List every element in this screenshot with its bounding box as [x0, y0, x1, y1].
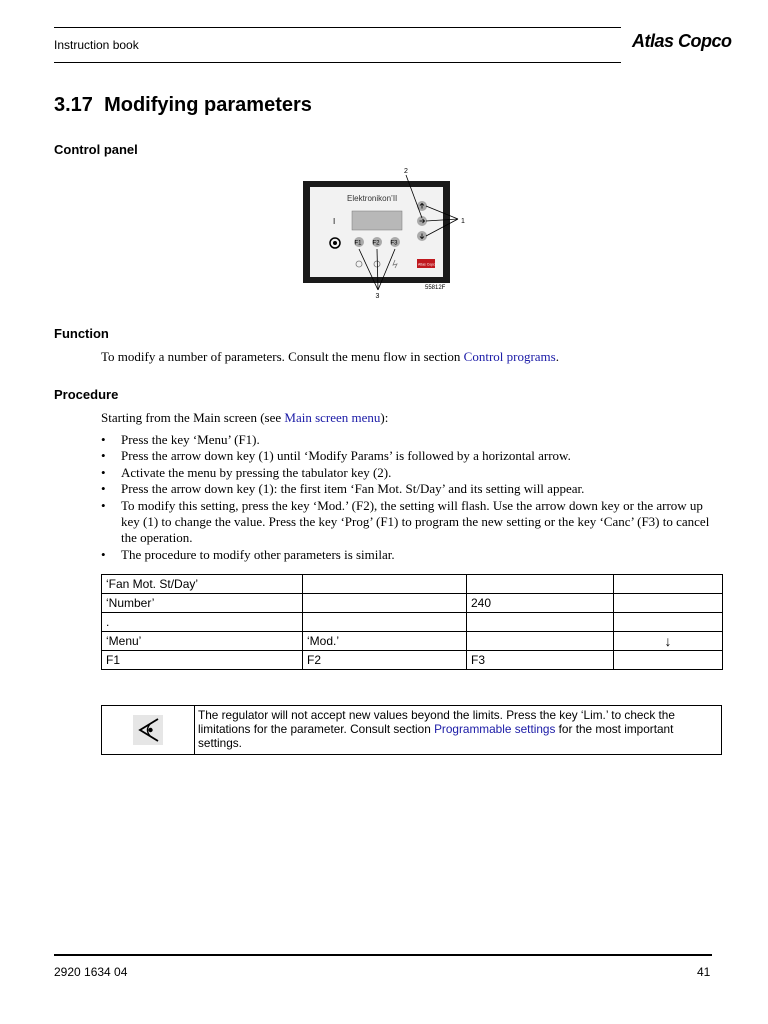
eye-note-icon — [133, 715, 163, 745]
header-rule-top — [54, 27, 621, 28]
table-row — [102, 575, 723, 594]
table-cell — [614, 651, 723, 670]
procedure-step: • Press the arrow down key (1) until ‘Modify Params’ is followed by a horizontal arrow. — [100, 448, 710, 464]
table-row — [102, 594, 723, 613]
footer-rule — [54, 954, 712, 956]
note-icon-cell — [102, 706, 195, 754]
svg-text:F3: F3 — [390, 240, 398, 247]
header-rule-bottom — [54, 62, 621, 63]
main-screen-menu-link[interactable]: Main screen menu — [284, 410, 381, 425]
function-keys — [354, 237, 400, 247]
page-title — [54, 94, 312, 117]
svg-text:Atlas Copco: Atlas Copco — [418, 262, 437, 267]
control-panel-heading: Control panel — [54, 142, 138, 157]
table-cell: F3 — [467, 651, 614, 670]
table-cell — [614, 594, 723, 613]
arrow-keys — [417, 201, 427, 241]
table-cell — [467, 613, 614, 632]
table-cell — [614, 613, 723, 632]
page-number: 41 — [697, 965, 711, 979]
table-cell — [467, 575, 614, 594]
procedure-step: • The procedure to modify other parameters is similar. — [100, 547, 710, 563]
table-row — [102, 651, 723, 670]
table-row — [102, 632, 723, 651]
table-cell — [303, 613, 467, 632]
control-panel-figure — [300, 164, 470, 304]
header-title: Instruction book — [54, 38, 139, 52]
note-box — [101, 705, 722, 755]
table-cell — [467, 632, 614, 651]
procedure-steps — [100, 432, 710, 563]
table-cell — [303, 594, 467, 613]
svg-text:I: I — [333, 217, 336, 226]
table-cell: ‘Menu’ — [102, 632, 303, 651]
function-text: To modify a number of parameters. Consult the menu flow in section Control programs. — [101, 349, 559, 364]
table-cell: F2 — [303, 651, 467, 670]
callout-1: 1 — [461, 218, 465, 225]
panel-brand: Elektronikon’II — [347, 194, 398, 203]
display-table — [101, 574, 723, 670]
callout-2: 2 — [404, 168, 408, 175]
table-cell — [614, 575, 723, 594]
table-cell: . — [102, 613, 303, 632]
procedure-step: • Press the arrow down key (1): the first item ‘Fan Mot. St/Day’ and its setting will appear. — [100, 481, 710, 497]
svg-text:F2: F2 — [372, 240, 380, 247]
table-cell: F1 — [102, 651, 303, 670]
control-programs-link[interactable]: Control programs — [463, 349, 556, 364]
programmable-settings-link[interactable]: Programmable settings — [434, 722, 556, 736]
note-text: The regulator will not accept new values beyond the limits. Press the key ‘Lim.’ to check the limitations for the parameter. Consult section Programmable settings for the most important settings. — [198, 708, 675, 750]
procedure-intro: Starting from the Main screen (see Main screen menu): — [101, 410, 389, 425]
arrow-down-cell: ↓ — [614, 632, 723, 651]
procedure-step: • Press the key ‘Menu’ (F1). — [100, 432, 710, 448]
table-cell: 240 — [467, 594, 614, 613]
doc-number: 2920 1634 04 — [54, 965, 128, 979]
function-heading: Function — [54, 326, 109, 341]
table-cell: ‘Mod.’ — [303, 632, 467, 651]
procedure-step: • Activate the menu by pressing the tabulator key (2). — [100, 465, 710, 481]
panel-display — [352, 211, 402, 230]
table-cell — [303, 575, 467, 594]
procedure-heading: Procedure — [54, 387, 119, 402]
table-cell: ‘Number’ — [102, 594, 303, 613]
section-title: Modifying parameters — [104, 94, 312, 116]
procedure-step: • To modify this setting, press the key ‘Mod.’ (F2), the setting will flash. Use the arrow down key or the arrow up key (1) to change the value. Press the key ‘Prog’ (F1) to program the new setting or the key ‘Canc’ (F3) to cancel the operation. — [100, 498, 710, 547]
callout-3: 3 — [375, 293, 380, 300]
atlas-copco-logo: Atlas Copco — [632, 31, 732, 51]
section-number: 3.17 — [54, 94, 93, 116]
svg-text:F1: F1 — [354, 240, 362, 247]
table-cell: ‘Fan Mot. St/Day’ — [102, 575, 303, 594]
figure-code: 55812F — [425, 285, 446, 291]
table-row — [102, 613, 723, 632]
